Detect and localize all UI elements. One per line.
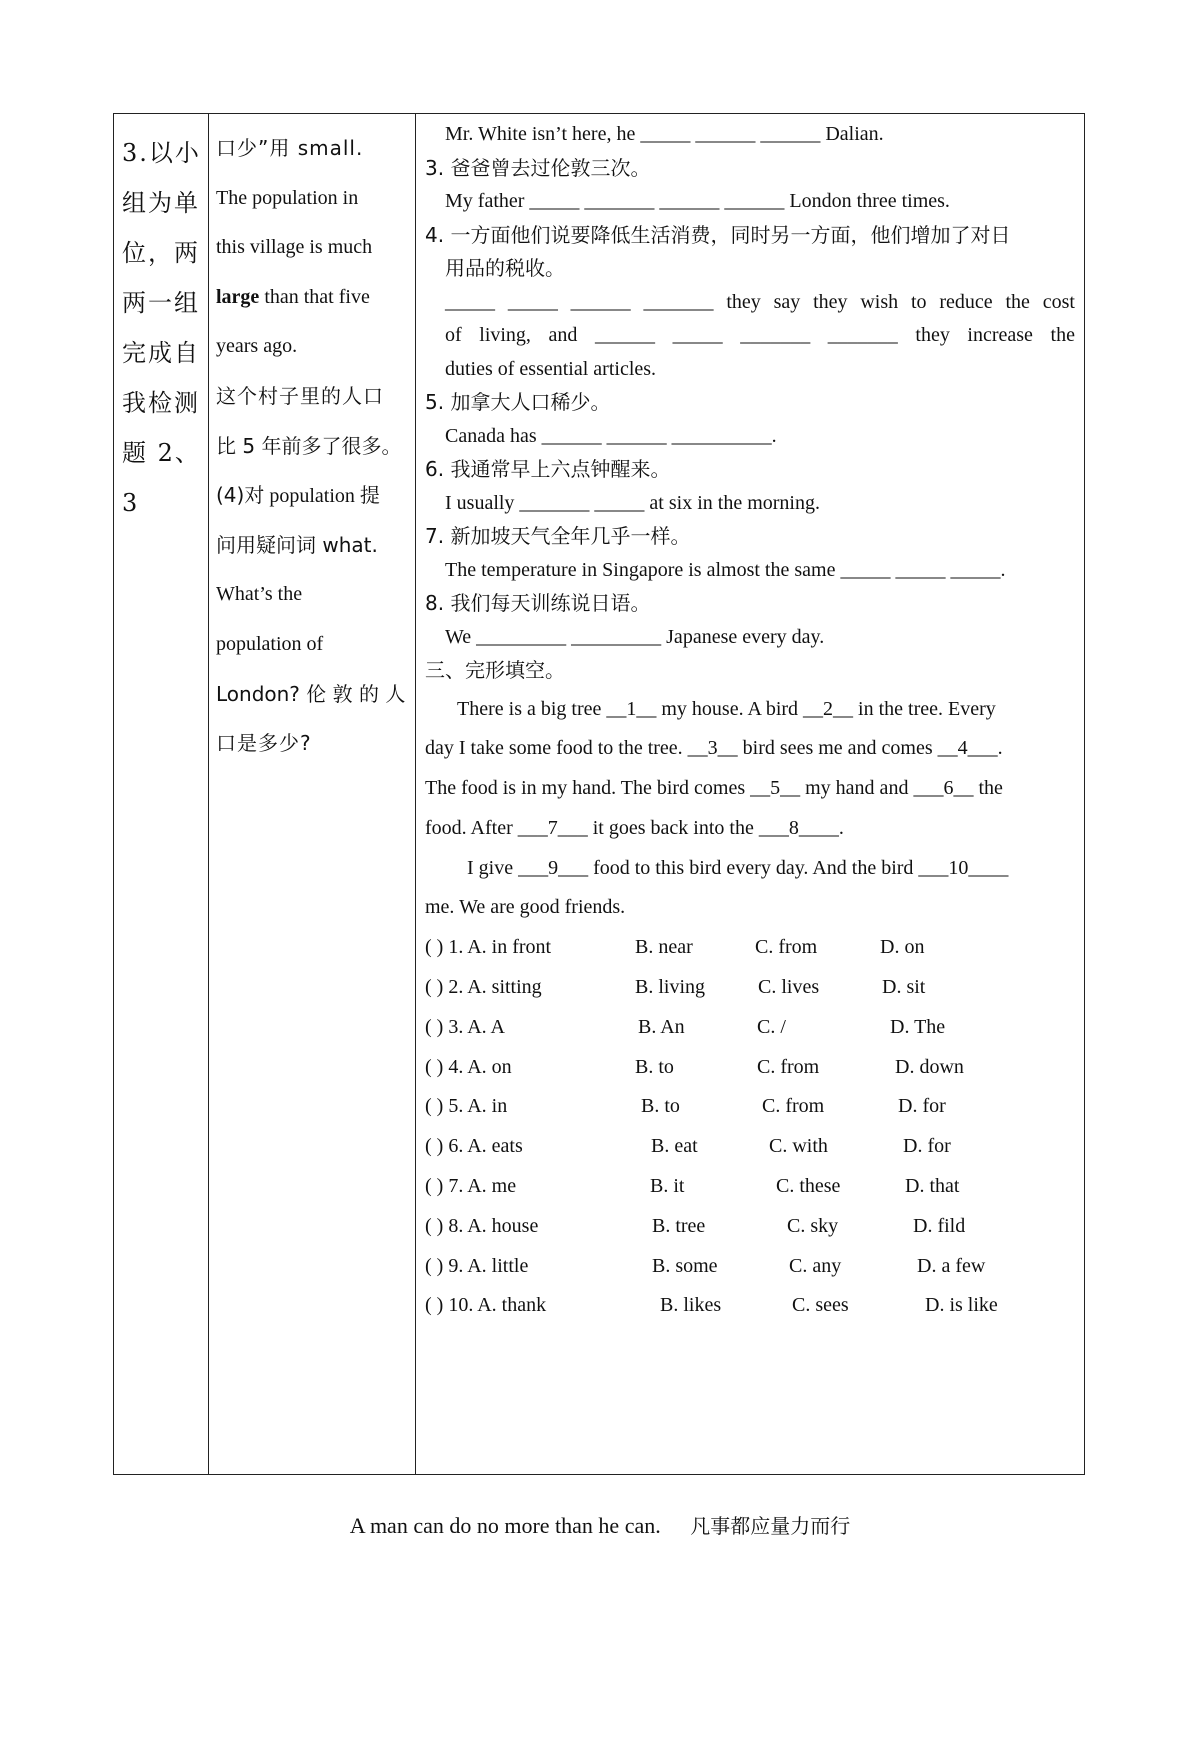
translation-line: 3. 爸爸曾去过伦敦三次。 — [425, 155, 651, 180]
word: increase — [967, 324, 1033, 346]
proverb-chinese: 凡事都应量力而行 — [690, 1514, 851, 1538]
note-word: The — [216, 186, 248, 209]
word: reduce — [939, 290, 993, 313]
option-row — [425, 1207, 1075, 1247]
note-bold-word: large — [216, 285, 260, 308]
word: cost — [1042, 290, 1075, 313]
note-line: London? 伦 敦 的 人 — [216, 681, 406, 706]
note-line — [216, 620, 409, 670]
exercise-column — [416, 114, 1084, 1474]
cloze-passage-line: food. After ___7___ it goes back into the ___8____. — [425, 816, 844, 839]
option-d: D. for — [898, 1095, 946, 1118]
translation-line: The temperature in Singapore is almost the same _____ _____ _____. — [445, 558, 1006, 581]
option-row — [425, 1247, 1075, 1287]
word: they — [726, 290, 761, 313]
task-instruction — [122, 128, 202, 528]
translation-line: 5. 加拿大人口稀少。 — [425, 390, 611, 414]
note-line — [216, 273, 409, 323]
task-line: 两一组 — [122, 289, 200, 317]
option-c: C. these — [776, 1175, 841, 1198]
option-b: B. living — [635, 976, 706, 999]
notes-column — [209, 114, 416, 1474]
exercise-content — [425, 118, 1075, 1326]
option-b: B. to — [641, 1095, 680, 1118]
option-d: D. that — [905, 1175, 960, 1198]
task-line: 题 2、3 — [122, 439, 201, 517]
translation-line: duties of essential articles. — [445, 357, 657, 380]
option-b: B. to — [635, 1055, 674, 1078]
option-a: ( ) 7. A. me — [425, 1175, 517, 1198]
note-word: village — [249, 236, 305, 259]
option-d: D. fild — [913, 1214, 966, 1237]
note-word: 提 — [359, 483, 381, 508]
option-b: B. An — [638, 1015, 685, 1038]
footer-proverb — [0, 1510, 1200, 1539]
option-c: C. from — [757, 1055, 820, 1078]
grammar-notes — [216, 124, 409, 769]
note-word: in — [342, 186, 359, 209]
option-a: ( ) 4. A. on — [425, 1055, 512, 1078]
translation-line: Canada has ______ ______ __________. — [445, 424, 777, 447]
option-c: C. with — [769, 1135, 828, 1158]
word: the — [1050, 324, 1075, 346]
option-d: D. The — [890, 1015, 946, 1038]
cloze-passage-line: day I take some food to the tree. __3__ bird sees me and comes __4___. — [425, 737, 1003, 760]
note-line: 这个村子里的人口 — [216, 383, 384, 408]
note-word: What’s — [216, 583, 273, 606]
option-b: B. it — [650, 1175, 685, 1198]
word: the — [1005, 290, 1030, 313]
note-line — [216, 223, 409, 273]
word: say — [773, 290, 801, 313]
translation-line: I usually _______ _____ at six in the morning. — [445, 491, 820, 514]
option-d: D. on — [880, 936, 925, 959]
option-a: ( ) 5. A. in — [425, 1095, 508, 1118]
note-word: is — [309, 236, 323, 259]
option-b: B. likes — [660, 1294, 722, 1317]
note-word: population — [216, 632, 302, 655]
proverb-english: A man can do no more than he can. — [349, 1513, 661, 1538]
blank: _____ — [672, 324, 723, 346]
note-word: five — [338, 285, 370, 308]
option-row — [425, 1048, 1075, 1088]
translation-line: 7. 新加坡天气全年几乎一样。 — [425, 524, 691, 548]
option-row — [425, 1167, 1075, 1207]
note-line — [216, 174, 409, 224]
option-c: C. from — [755, 936, 818, 959]
section-heading: 三、完形填空。 — [425, 658, 565, 682]
blank: _____ — [445, 290, 495, 313]
option-b: B. eat — [651, 1135, 698, 1158]
translation-line — [425, 286, 1075, 320]
note-word: population — [252, 186, 338, 209]
option-d: D. sit — [882, 976, 926, 999]
blank: ______ — [570, 290, 631, 313]
option-a: ( ) 1. A. in front — [425, 936, 552, 959]
option-row — [425, 1286, 1075, 1326]
note-word: that — [303, 285, 334, 308]
option-row — [425, 1087, 1075, 1127]
word: they — [915, 324, 950, 346]
blank: _______ — [740, 324, 811, 346]
option-c: C. lives — [758, 976, 820, 999]
blank: _____ — [507, 290, 558, 313]
note-line — [216, 570, 409, 620]
translation-line: 8. 我们每天训练说日语。 — [425, 591, 651, 615]
note-word: of — [306, 632, 324, 655]
option-c: C. from — [762, 1095, 825, 1118]
option-row — [425, 1008, 1075, 1048]
note-word: this — [216, 236, 245, 259]
translation-line: Mr. White isn’t here, he _____ ______ ______ Dalian. — [445, 123, 884, 145]
lesson-table — [113, 113, 1085, 1475]
option-d: D. a few — [917, 1254, 986, 1277]
translation-line: We _________ _________ Japanese every day. — [445, 625, 825, 648]
note-line — [216, 471, 409, 521]
option-c: C. sees — [792, 1294, 849, 1317]
option-c: C. sky — [787, 1214, 839, 1237]
translation-line: My father _____ _______ ______ ______ London three times. — [445, 190, 950, 212]
note-word: population — [269, 485, 355, 508]
task-column — [114, 114, 209, 1474]
note-word: than — [264, 285, 299, 308]
note-line: 口少”用 small. — [216, 136, 364, 160]
option-row — [425, 1127, 1075, 1167]
blank: _______ — [643, 290, 714, 313]
word: to — [910, 290, 927, 313]
option-a: ( ) 2. A. sitting — [425, 976, 542, 999]
blank: ______ — [595, 324, 656, 346]
option-row — [425, 968, 1075, 1008]
option-c: C. any — [789, 1254, 842, 1277]
word: of — [445, 324, 462, 346]
option-a: ( ) 6. A. eats — [425, 1135, 523, 1158]
translation-line: 4. 一方面他们说要降低生活消费，同时另一方面，他们增加了对日 — [425, 222, 1011, 247]
option-row — [425, 928, 1075, 968]
option-c: C. / — [757, 1015, 786, 1038]
note-word: the — [277, 583, 303, 606]
task-line: 位，两 — [122, 239, 200, 267]
option-a: ( ) 3. A. A — [425, 1015, 505, 1038]
note-line: 问用疑问词 what. — [216, 532, 378, 557]
note-word: much — [327, 236, 373, 259]
note-line: 比 5 年前多了很多。 — [216, 433, 402, 458]
task-line: 组为单 — [122, 189, 200, 217]
option-d: D. is like — [925, 1294, 998, 1317]
task-line: 我检测 — [122, 389, 200, 417]
word: they — [813, 290, 848, 313]
task-line: 完成自 — [122, 339, 200, 367]
cloze-options — [425, 928, 1075, 1326]
option-b: B. some — [652, 1254, 718, 1277]
blank: _______ — [827, 324, 898, 346]
option-d: D. for — [903, 1135, 951, 1158]
option-d: D. down — [895, 1055, 964, 1078]
option-a: ( ) 9. A. little — [425, 1254, 529, 1277]
task-line: 3.以小 — [122, 139, 201, 167]
cloze-passage-line: The food is in my hand. The bird comes __5__ my hand and ___6__ the — [425, 777, 1003, 800]
option-a: ( ) 10. A. thank — [425, 1294, 547, 1317]
option-b: B. tree — [652, 1214, 706, 1237]
note-line: 口是多少? — [216, 731, 312, 756]
cloze-passage-line: me. We are good friends. — [425, 896, 626, 919]
note-line: years ago. — [216, 335, 298, 358]
translation-line: 用品的税收。 — [445, 256, 565, 280]
cloze-passage-line: I give ___9___ food to this bird every day. And the bird ___10____ — [467, 856, 1009, 879]
note-word: (4)对 — [216, 483, 265, 508]
option-a: ( ) 8. A. house — [425, 1214, 539, 1237]
cloze-passage-line: There is a big tree __1__ my house. A bird __2__ in the tree. Every — [457, 697, 996, 720]
word: living, — [479, 324, 531, 346]
translation-line: 6. 我通常早上六点钟醒来。 — [425, 457, 671, 481]
translation-line — [425, 319, 1075, 353]
word: wish — [860, 290, 899, 313]
word: and — [548, 324, 578, 346]
option-b: B. near — [635, 936, 693, 959]
